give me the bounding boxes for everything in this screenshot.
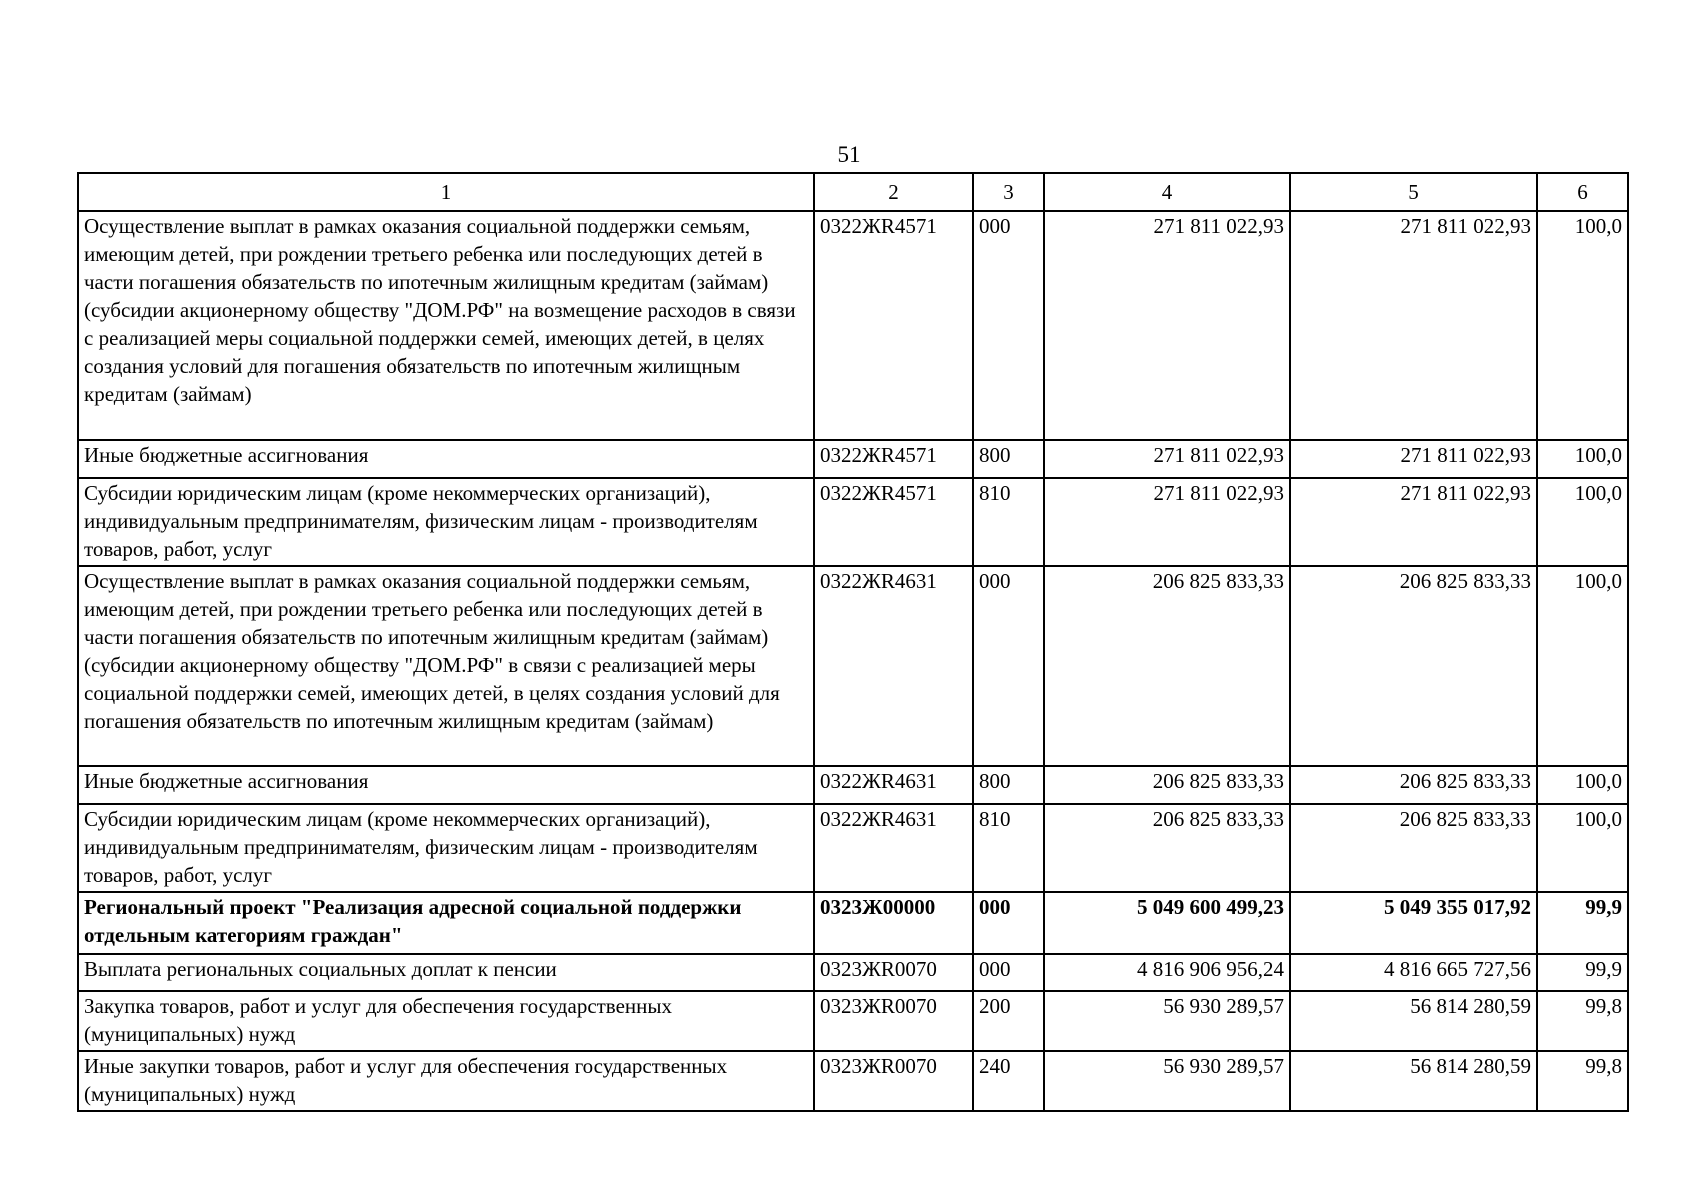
row-fact: 271 811 022,93 [1290,440,1537,478]
row-plan: 5 049 600 499,23 [1044,892,1290,954]
row-name: Субсидии юридическим лицам (кроме некоммерческих организаций), индивидуальным предпринимателям, физическим лицам - производителям товаров, работ, услуг [78,478,814,566]
row-code: 0323Ж00000 [814,892,973,954]
row-kvr: 810 [973,478,1044,566]
row-name: Иные бюджетные ассигнования [78,440,814,478]
row-percent: 99,8 [1537,991,1628,1051]
table-row [78,211,1628,440]
row-code: 0322ЖR4631 [814,804,973,892]
row-name: Региональный проект "Реализация адресной социальной поддержки отдельным категориям граждан" [78,892,814,954]
row-plan: 271 811 022,93 [1044,478,1290,566]
row-plan: 56 930 289,57 [1044,991,1290,1051]
row-code: 0322ЖR4631 [814,566,973,766]
row-code: 0322ЖR4631 [814,766,973,804]
row-percent: 99,8 [1537,1051,1628,1111]
row-code: 0322ЖR4571 [814,440,973,478]
row-name: Субсидии юридическим лицам (кроме некоммерческих организаций), индивидуальным предпринимателям, физическим лицам - производителям товаров, работ, услуг [78,804,814,892]
row-percent: 100,0 [1537,478,1628,566]
table-row [78,440,1628,478]
page-number: 51 [837,142,861,167]
column-header-code: 2 [814,173,973,211]
row-fact: 4 816 665 727,56 [1290,954,1537,991]
row-fact: 56 814 280,59 [1290,1051,1537,1111]
row-name: Иные закупки товаров, работ и услуг для обеспечения государственных (муниципальных) нужд [78,1051,814,1111]
row-plan: 206 825 833,33 [1044,566,1290,766]
row-name: Осуществление выплат в рамках оказания социальной поддержки семьям, имеющим детей, при рождении третьего ребенка или последующих детей в части погашения обязательств по ипотечным жилищным кредитам (займам) (субсидии акционерному обществу "ДОМ.РФ" на возмещение расходов в связи с реализацией меры социальной поддержки семей, имеющих детей, в целях создания условий для погашения обязательств по ипотечным жилищным кредитам (займам) [78,211,814,440]
row-kvr: 800 [973,766,1044,804]
row-plan: 271 811 022,93 [1044,440,1290,478]
table-row [78,1051,1628,1111]
row-name: Выплата региональных социальных доплат к пенсии [78,954,814,991]
table-body [78,211,1628,1111]
row-plan: 206 825 833,33 [1044,766,1290,804]
row-fact: 206 825 833,33 [1290,766,1537,804]
row-fact: 206 825 833,33 [1290,566,1537,766]
row-code: 0323ЖR0070 [814,1051,973,1111]
budget-execution-table [77,172,1629,1112]
row-percent: 100,0 [1537,440,1628,478]
row-plan: 206 825 833,33 [1044,804,1290,892]
row-kvr: 810 [973,804,1044,892]
column-header-percent: 6 [1537,173,1628,211]
row-percent: 99,9 [1537,892,1628,954]
row-kvr: 800 [973,440,1044,478]
row-code: 0323ЖR0070 [814,991,973,1051]
row-kvr: 000 [973,954,1044,991]
row-percent: 100,0 [1537,804,1628,892]
row-fact: 206 825 833,33 [1290,804,1537,892]
column-header-kvr: 3 [973,173,1044,211]
table-row [78,566,1628,766]
row-kvr: 200 [973,991,1044,1051]
row-fact: 271 811 022,93 [1290,211,1537,440]
row-fact: 56 814 280,59 [1290,991,1537,1051]
row-name: Иные бюджетные ассигнования [78,766,814,804]
column-header-name: 1 [78,173,814,211]
table-row-project [78,892,1628,954]
table-row [78,804,1628,892]
row-fact: 5 049 355 017,92 [1290,892,1537,954]
row-name: Осуществление выплат в рамках оказания социальной поддержки семьям, имеющим детей, при рождении третьего ребенка или последующих детей в части погашения обязательств по ипотечным жилищным кредитам (займам) (субсидии акционерному обществу "ДОМ.РФ" в связи с реализацией меры социальной поддержки семей, имеющих детей, в целях создания условий для погашения обязательств по ипотечным жилищным кредитам (займам) [78,566,814,766]
row-kvr: 000 [973,892,1044,954]
row-percent: 100,0 [1537,211,1628,440]
row-fact: 271 811 022,93 [1290,478,1537,566]
row-percent: 100,0 [1537,766,1628,804]
table-header-row [78,173,1628,211]
table-row [78,991,1628,1051]
row-kvr: 000 [973,566,1044,766]
column-header-plan: 4 [1044,173,1290,211]
row-percent: 100,0 [1537,566,1628,766]
row-code: 0322ЖR4571 [814,478,973,566]
row-plan: 4 816 906 956,24 [1044,954,1290,991]
row-kvr: 240 [973,1051,1044,1111]
row-plan: 271 811 022,93 [1044,211,1290,440]
table-row [78,766,1628,804]
row-code: 0322ЖR4571 [814,211,973,440]
row-kvr: 000 [973,211,1044,440]
row-code: 0323ЖR0070 [814,954,973,991]
table-row [78,954,1628,991]
table-row [78,478,1628,566]
row-percent: 99,9 [1537,954,1628,991]
column-header-fact: 5 [1290,173,1537,211]
row-plan: 56 930 289,57 [1044,1051,1290,1111]
row-name: Закупка товаров, работ и услуг для обеспечения государственных (муниципальных) нужд [78,991,814,1051]
